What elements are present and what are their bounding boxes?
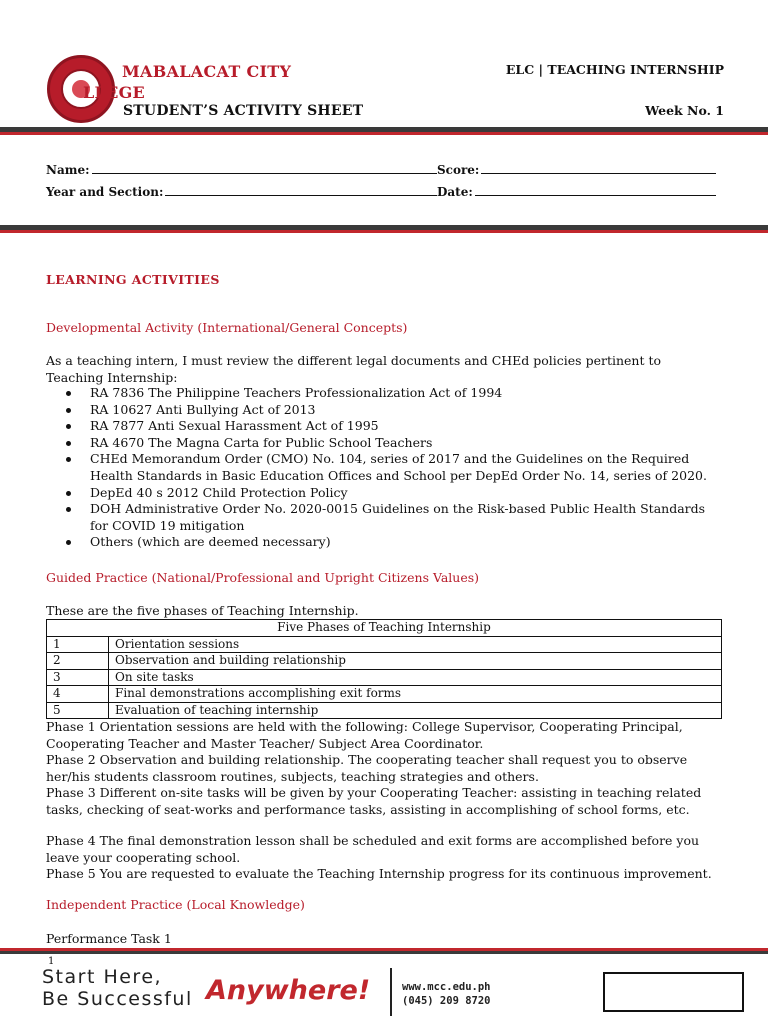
course-title: ELC | TEACHING INTERNSHIP — [505, 62, 724, 77]
name-line[interactable] — [92, 163, 437, 174]
table-row — [47, 686, 722, 703]
phase-5-description: Phase 5 You are requested to evaluate the Teaching Internship progress for its continuous improvement. — [46, 866, 712, 881]
bullet-icon — [66, 540, 71, 545]
list-item-text: RA 7877 Anti Sexual Harassment Act of 1995 — [90, 418, 379, 434]
phase-4-description: Phase 4 The final demonstration lesson shall be scheduled and exit forms are accomplished before you leave your cooperating school. — [46, 833, 700, 865]
table-title: Five Phases of Teaching Internship — [47, 620, 722, 637]
bullet-icon — [66, 424, 71, 429]
phase-number: 1 — [47, 636, 109, 653]
table-row — [47, 636, 722, 653]
list-item — [46, 418, 718, 435]
list-item — [46, 451, 718, 484]
phase-name: Observation and building relationship — [109, 653, 722, 670]
intro-paragraph: As a teaching intern, I must review the different legal documents and CHEd policies pertinent to Teaching Internship: — [46, 353, 662, 385]
list-item-text: Others (which are deemed necessary) — [90, 534, 331, 550]
bullet-icon — [66, 457, 71, 462]
phase-number: 5 — [47, 702, 109, 719]
footer-empty-box — [603, 972, 744, 1012]
footer-divider-dark — [0, 951, 768, 954]
list-item — [46, 402, 718, 419]
header-divider-red — [0, 132, 768, 135]
bullet-icon — [66, 391, 71, 396]
phone-number: (045) 209 8720 — [402, 995, 491, 1007]
phase-name: Evaluation of teaching internship — [109, 702, 722, 719]
bullet-icon — [66, 441, 71, 446]
phases-intro: These are the five phases of Teaching Internship. — [46, 603, 359, 618]
form-divider-red — [0, 230, 768, 233]
list-item — [46, 435, 718, 452]
phase-number: 2 — [47, 653, 109, 670]
bullet-icon — [66, 491, 71, 496]
list-item-text: RA 10627 Anti Bullying Act of 2013 — [90, 401, 316, 417]
bullet-icon — [66, 507, 71, 512]
year-section-field[interactable] — [46, 185, 437, 199]
legal-documents-list — [46, 385, 718, 551]
list-item — [46, 485, 718, 502]
slogan-line1: Start Here, — [42, 966, 163, 988]
guided-practice-heading: Guided Practice (National/Professional and Upright Citizens Values) — [46, 570, 480, 585]
performance-task-label: Performance Task 1 — [46, 931, 172, 946]
sheet-title: STUDENT’S ACTIVITY SHEET — [123, 103, 364, 119]
college-name-line2: LLEGE — [83, 83, 146, 102]
learning-activities-heading: LEARNING ACTIVITIES — [46, 272, 220, 287]
phases-table — [46, 619, 722, 719]
list-item-text: RA 7836 The Philippine Teachers Professionalization Act of 1994 — [90, 385, 503, 400]
year-date-row — [46, 185, 716, 199]
table-row — [47, 653, 722, 670]
phase-name: Orientation sessions — [109, 636, 722, 653]
name-field[interactable] — [46, 163, 437, 177]
bullet-icon — [66, 408, 71, 413]
year-section-label: Year and Section: — [46, 185, 164, 199]
week-number: Week No. 1 — [645, 103, 724, 118]
table-header-row — [47, 620, 722, 637]
slogan-line2: Be Successful — [42, 988, 193, 1010]
list-item — [46, 385, 718, 402]
independent-practice-heading: Independent Practice (Local Knowledge) — [46, 897, 305, 912]
phase-number: 4 — [47, 686, 109, 703]
list-item-text: RA 4670 The Magna Carta for Public School Teachers — [90, 434, 433, 450]
score-label: Score: — [437, 163, 480, 177]
name-score-row — [46, 163, 716, 177]
phase-3-description: Phase 3 Different on-site tasks will be given by your Cooperating Teacher: assisting in teaching related tasks, checking of seat-works and performance tasks, assisting in accomplishing of school forms, etc. — [46, 785, 702, 817]
phase-number: 3 — [47, 669, 109, 686]
year-section-line[interactable] — [165, 185, 437, 196]
phase-name: Final demonstrations accomplishing exit forms — [109, 686, 722, 703]
name-label: Name: — [46, 163, 90, 177]
list-item-text: CHEd Memorandum Order (CMO) No. 104, series of 2017 and the Guidelines on the Required Health Standards in Basic Education Offices and School per DepEd Order No. 14, series of 2020. — [90, 451, 707, 483]
list-item — [46, 501, 718, 534]
date-label: Date: — [437, 185, 473, 199]
score-field[interactable] — [437, 163, 716, 177]
date-line[interactable] — [475, 185, 716, 196]
list-item-text: DOH Administrative Order No. 2020-0015 Guidelines on the Risk-based Public Health Standards for COVID 19 mitigation — [90, 501, 706, 533]
page-number: 1 — [48, 956, 55, 967]
table-row — [47, 702, 722, 719]
college-name-line1: MABALACAT CITY — [122, 62, 292, 81]
list-item — [46, 534, 718, 551]
phase-name: On site tasks — [109, 669, 722, 686]
date-field[interactable] — [437, 185, 716, 199]
table-row — [47, 669, 722, 686]
list-item-text: DepEd 40 s 2012 Child Protection Policy — [90, 484, 348, 500]
phase-1-description: Phase 1 Orientation sessions are held with the following: College Supervisor, Cooperating Principal, Cooperating Teacher and Master Teacher/ Subject Area Coordinator. — [46, 719, 683, 751]
score-line[interactable] — [481, 163, 716, 174]
footer-separator — [390, 968, 392, 1016]
developmental-activity-heading: Developmental Activity (International/General Concepts) — [46, 320, 408, 335]
website-link[interactable]: www.mcc.edu.ph — [402, 981, 491, 993]
slogan-emphasis: Anywhere! — [206, 975, 371, 1006]
phase-2-description: Phase 2 Observation and building relationship. The cooperating teacher shall request you to observe her/his students classroom routines, subjects, teaching strategies and others. — [46, 752, 688, 784]
